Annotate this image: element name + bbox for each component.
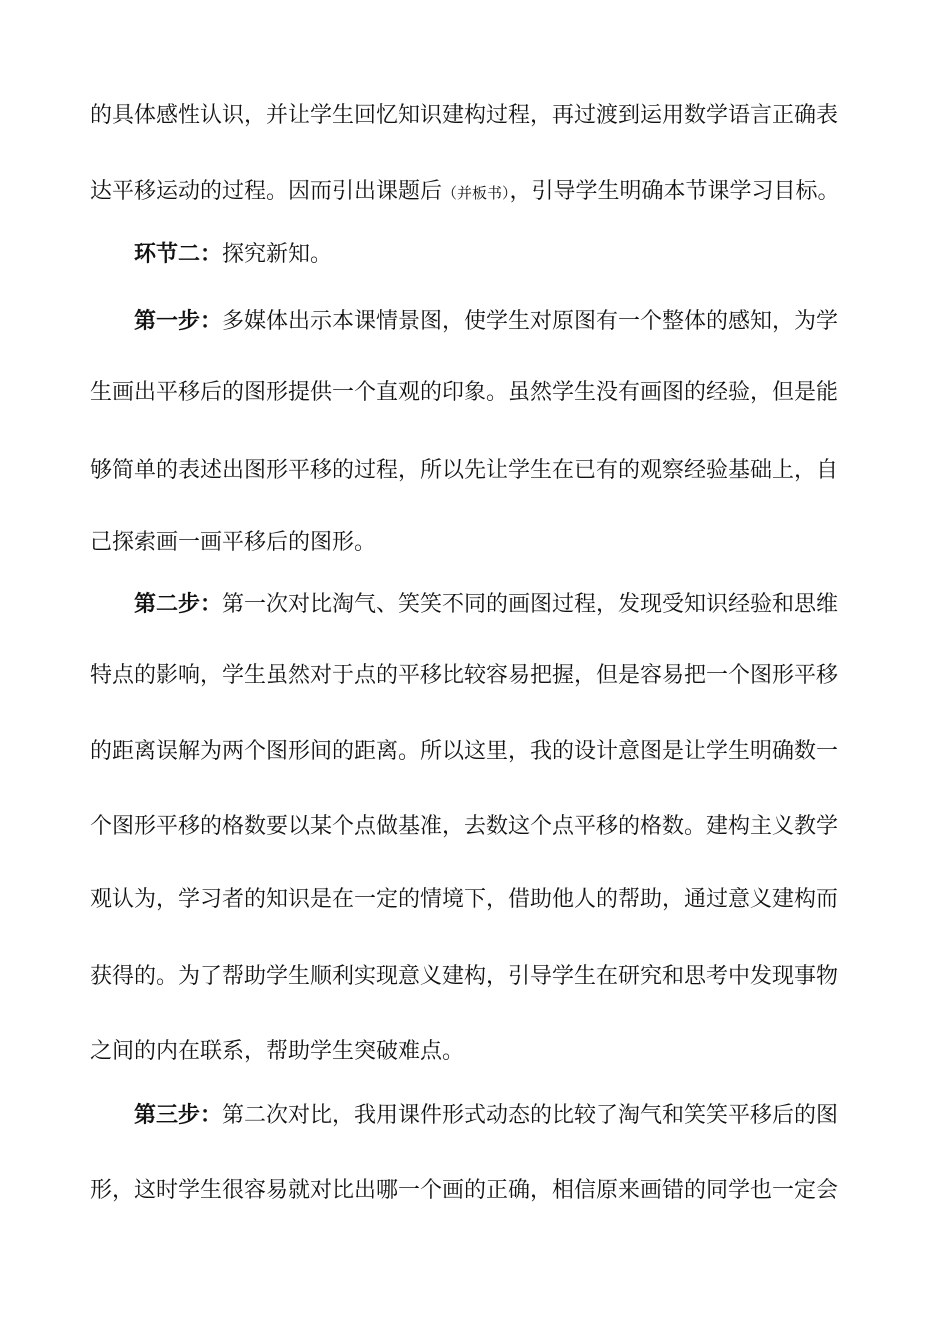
step-label: 第三步： [134,1102,223,1128]
paragraph-line [90,528,376,558]
line-text: 的距离误解为两个图形间的距离。所以这里，我的设计意图是让学生明确数一 [90,739,839,764]
line-text: 观认为，学习者的知识是在一定的情境下，借助他人的帮助，通过意义建构而 [90,887,839,912]
line-text: 第二次对比，我用课件形式动态的比较了淘气和笑笑平移后的图 [222,1103,839,1128]
section-heading [134,239,332,270]
paragraph-line [90,378,838,408]
section-label: 环节二： [134,241,223,267]
paragraph-line [90,885,838,915]
line-text: 生画出平移后的图形提供一个直观的印象。虽然学生没有画图的经验，但是能 [90,380,839,405]
paragraph-line [134,589,838,620]
note-text: （并板书） [442,184,510,202]
line-text: 获得的。为了帮助学生顺利实现意义建构，引导学生在研究和思考中发现事物 [90,964,839,989]
line-text: 特点的影响，学生虽然对于点的平移比较容易把握，但是容易把一个图形平移 [90,663,839,688]
paragraph-line [90,737,838,767]
paragraph-line [90,812,838,842]
paragraph-line [134,306,838,337]
paragraph-line [90,962,838,992]
line-text: 多媒体出示本课情景图，使学生对原图有一个整体的感知，为学 [222,309,839,334]
line-text: 形，这时学生很容易就对比出哪一个画的正确，相信原来画错的同学也一定会 [90,1178,839,1203]
paragraph-line [90,177,840,208]
paragraph-line [90,661,838,691]
line-text: 达平移运动的过程。因而引出课题后 [90,179,443,204]
paragraph-line [134,1100,838,1131]
step-label: 第二步： [134,591,223,617]
paragraph-line [90,101,838,131]
paragraph-line [90,1037,464,1067]
paragraph-line [90,1176,838,1206]
section-title: 探究新知。 [222,242,333,267]
line-text: 个图形平移的格数要以某个点做基准，去数这个点平移的格数。建构主义教学 [90,814,839,839]
step-label: 第一步： [134,308,223,334]
line-text: 第一次对比淘气、笑笑不同的画图过程，发现受知识经验和思维 [222,592,839,617]
line-text: 够简单的表述出图形平移的过程，所以先让学生在已有的观察经验基础上，自 [90,458,839,483]
line-text: 己探索画一画平移后的图形。 [90,530,377,555]
line-text: 之间的内在联系，帮助学生突破难点。 [90,1039,465,1064]
line-text: 的具体感性认识，并让学生回忆知识建构过程，再过渡到运用数学语言正确表 [90,103,839,128]
line-text: ，引导学生明确本节课学习目标。 [509,179,840,204]
paragraph-line [90,456,838,486]
